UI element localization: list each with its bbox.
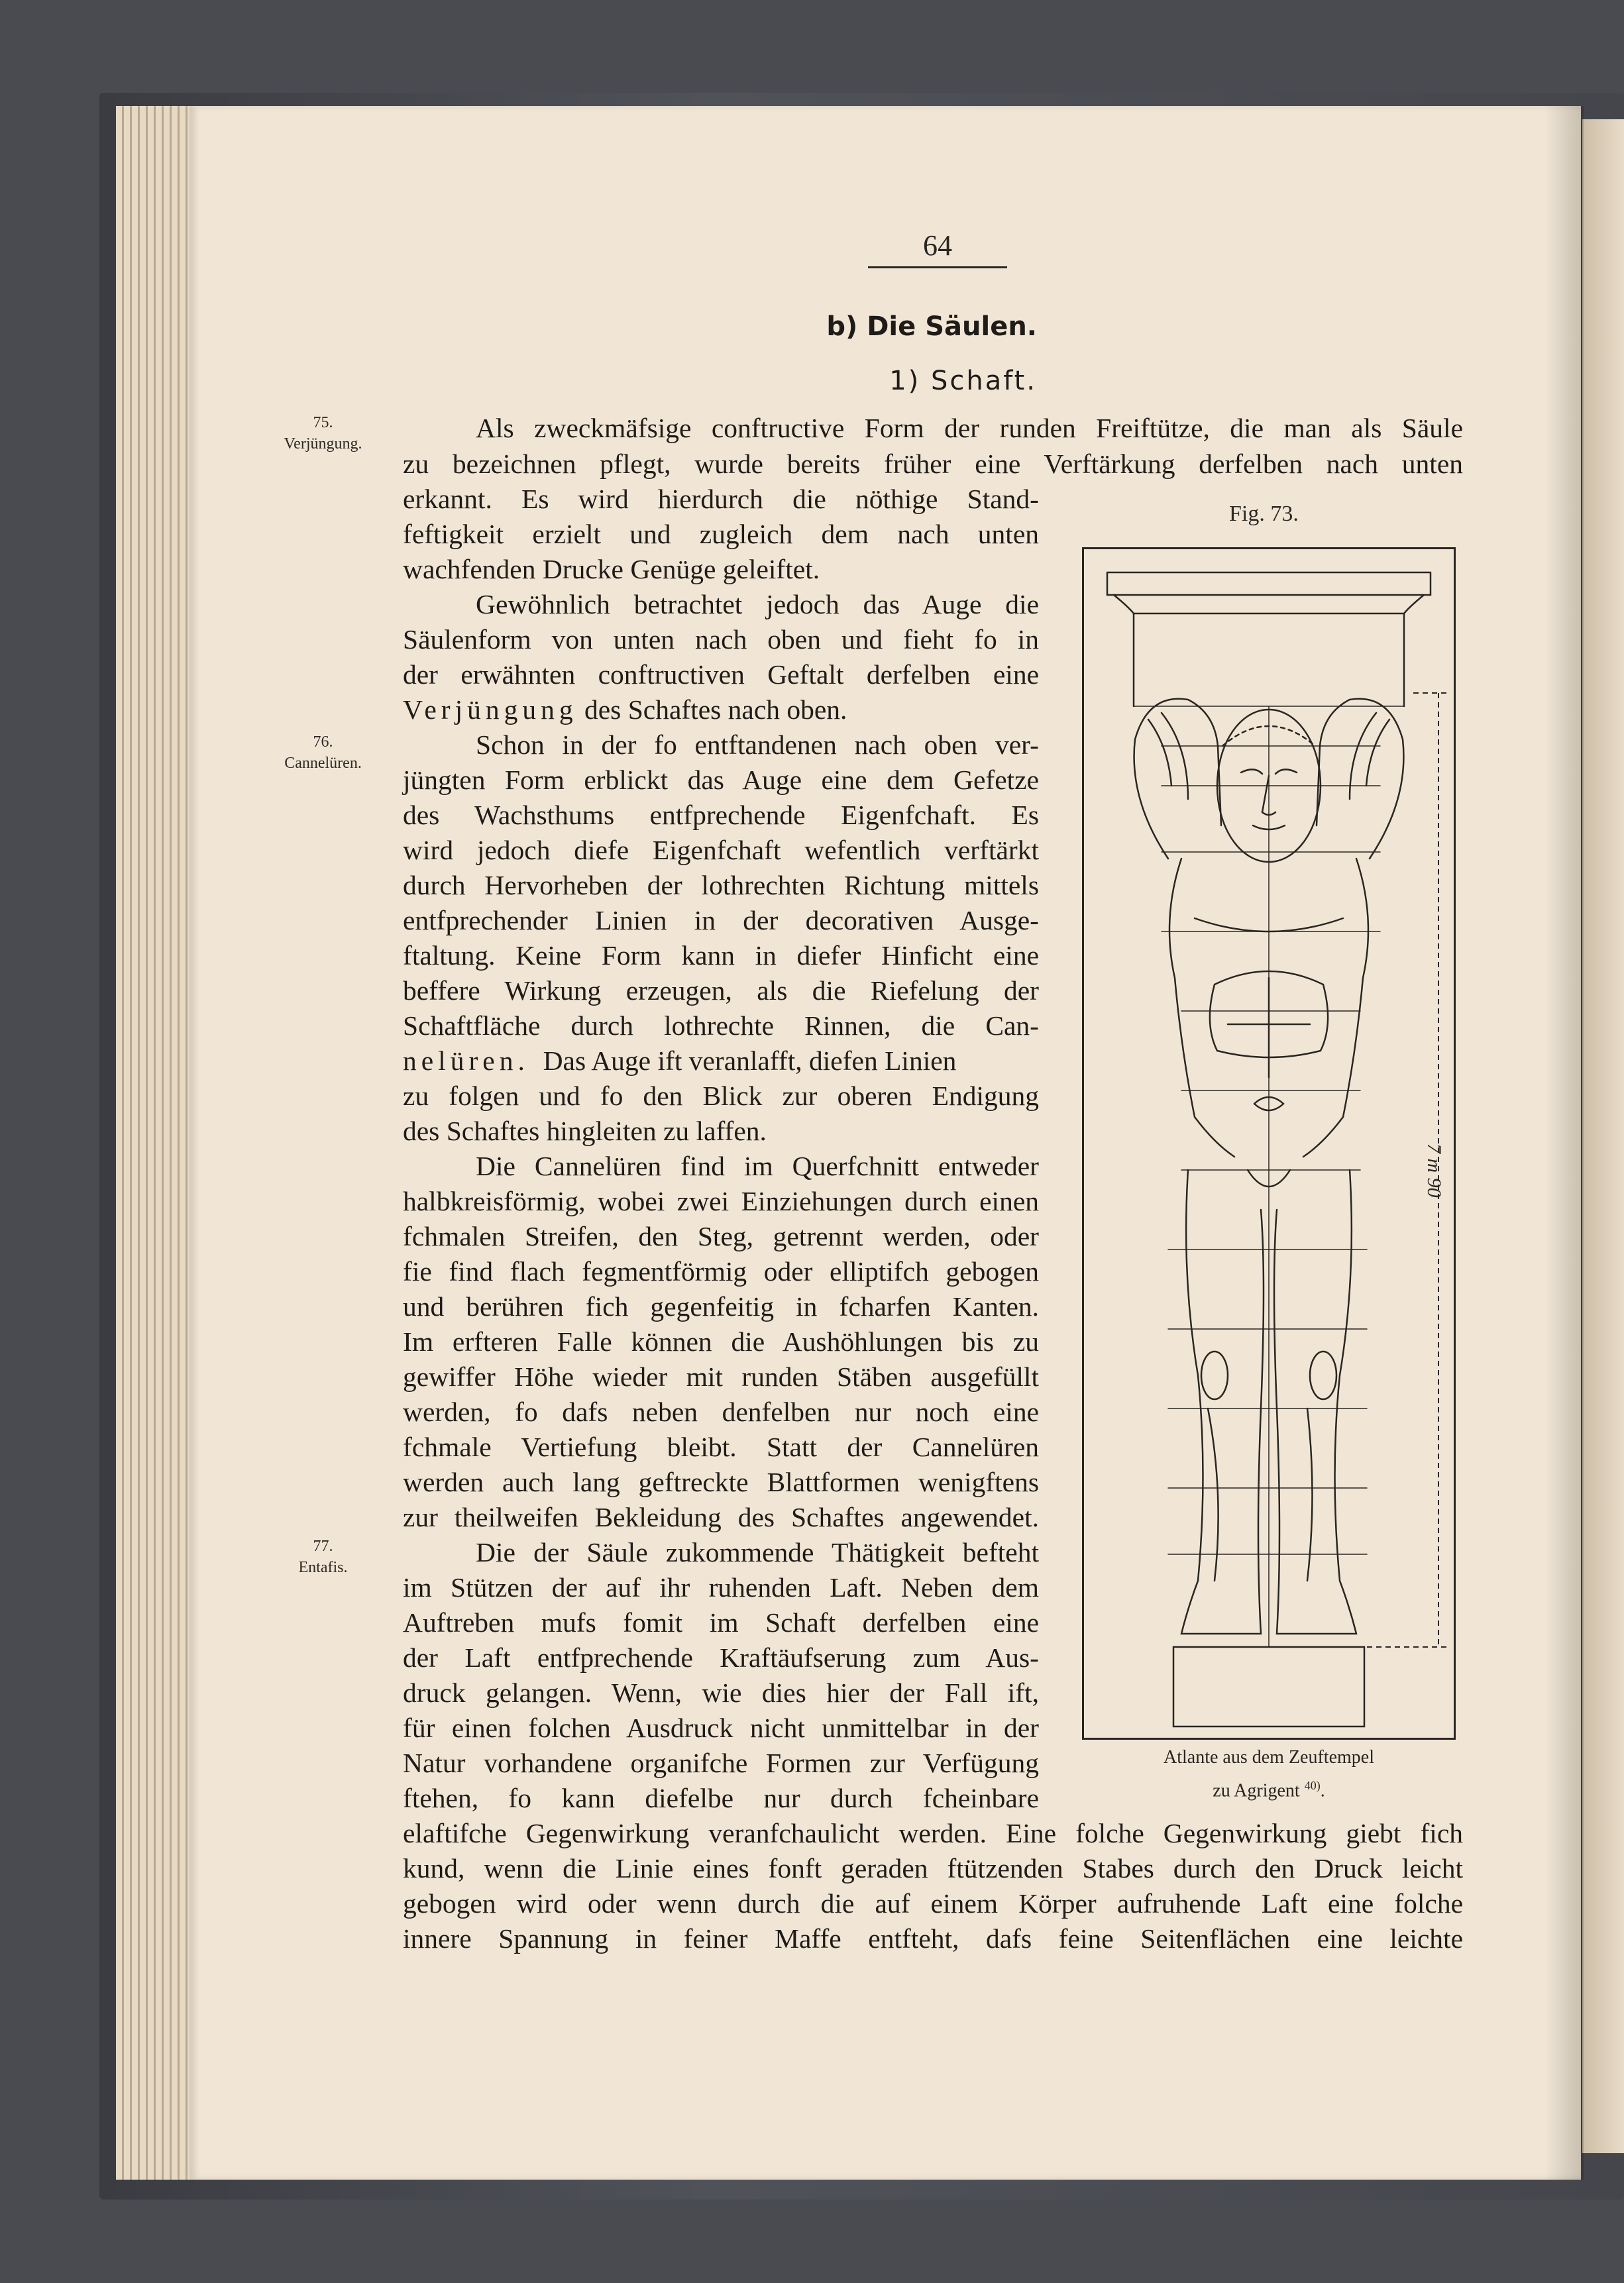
echinus-outline — [1114, 595, 1424, 613]
text-line: Die Cannelüren find im Querfchnitt entweder — [476, 1151, 1039, 1181]
text-line: feftigkeit erzielt und zugleich dem nach unten — [403, 519, 1039, 549]
right-knee — [1310, 1352, 1336, 1399]
text-line: Schon in der fo entftandenen nach oben ver- — [476, 729, 1039, 760]
figure-caption — [1080, 1744, 1458, 1805]
margin-note-label: Verjüngung. — [284, 435, 362, 452]
text-line: für einen folchen Ausdruck nicht unmittelbar in der — [403, 1713, 1039, 1743]
text-line: kund, wenn die Linie eines fonft geraden ftützenden Stabes durch den Druck leicht — [403, 1853, 1463, 1884]
text-line: halbkreisförmig, wobei zwei Einziehungen durch einen — [403, 1186, 1039, 1216]
caption-line-2: zu Agrigent $^{40)}$. — [1213, 1779, 1325, 1801]
margin-note-number: 75. — [313, 414, 333, 431]
text-fragment: des Schaftes nach oben. — [584, 694, 847, 725]
text-line: Im erfteren Falle können die Aushöhlungen bis zu — [403, 1326, 1039, 1357]
text-line: Schaftfläche durch lothrechte Rinnen, die Can- — [403, 1010, 1039, 1041]
text-line: wachfenden Drucke Genüge geleiftet. — [403, 554, 820, 584]
section-heading: b) Die Säulen. — [826, 311, 1037, 342]
text-line: Gewöhnlich betrachtet jedoch das Auge die — [476, 589, 1039, 619]
atlas-figure-drawing — [1082, 547, 1456, 1740]
text-line: durch Hervorheben der lothrechten Richtung mittels — [403, 870, 1039, 900]
margin-note-75 — [265, 412, 381, 454]
torso-right — [1303, 859, 1368, 1157]
text-line: druck gelangen. Wenn, wie dies hier der Fall ift, — [403, 1677, 1039, 1708]
margin-note-label: Entafis. — [298, 1559, 348, 1576]
gutter-shadow — [1544, 106, 1584, 2180]
proportion-grid — [1134, 706, 1404, 1647]
next-page-edge — [1582, 119, 1624, 2153]
figure-label: Fig. 73. — [1229, 502, 1299, 526]
caption-line-1: Atlante aus dem Zeuftempel — [1164, 1747, 1374, 1768]
text-line: fie find flach fegmentförmig oder elliptifch gebogen — [403, 1256, 1039, 1287]
text-line: wird jedoch diefe Eigenfchaft wefentlich verftärkt — [403, 835, 1039, 865]
text-line: entfprechender Linien in der decorativen Ausge- — [403, 905, 1039, 935]
text-line: im Stützen der auf ihr ruhenden Laft. Neben dem — [403, 1572, 1039, 1603]
text-fragment: Das Auge ift veranlafft, diefen Linien — [543, 1045, 957, 1076]
margin-note-number: 76. — [313, 733, 333, 751]
text-line: der Laft entfprechende Kraftäufserung zum Aus- — [403, 1642, 1039, 1673]
text-line: ftaltung. Keine Form kann in diefer Hinficht eine — [403, 940, 1039, 971]
text-line: Auftreben mufs fomit im Schaft derfelben eine — [403, 1607, 1039, 1638]
text-line: gebogen wird oder wenn durch die auf einem Körper aufruhende Laft eine folche — [403, 1888, 1463, 1919]
text-line: werden auch lang geftreckte Blattformen wenigftens — [403, 1467, 1039, 1497]
text-line: beffere Wirkung erzeugen, als die Riefelung der — [403, 975, 1039, 1006]
dimension-label: 7 m 90 — [1423, 1143, 1445, 1198]
text-line: zur theilweifen Bekleidung des Schaftes angewendet. — [403, 1502, 1039, 1532]
text-line: ftehen, fo kann diefelbe nur durch fcheinbare — [403, 1783, 1039, 1813]
plinth — [1173, 1647, 1364, 1726]
text-line: Natur vorhandene organifche Formen zur Verfügung — [403, 1748, 1039, 1778]
right-arm — [1317, 699, 1403, 859]
text-line — [403, 692, 847, 727]
caption-footnote-ref: 40) — [1304, 1779, 1321, 1792]
text-line: jüngten Form erblickt das Auge eine dem Gefetze — [403, 765, 1039, 795]
left-arm — [1134, 699, 1221, 859]
right-leg — [1274, 1170, 1356, 1634]
text-line: der erwähnten conftructiven Geftalt derfelben eine — [403, 659, 1039, 690]
abacus-outline — [1107, 572, 1431, 595]
page-number: 64 — [868, 229, 1007, 268]
text-line: des Schaftes hingleiten zu laffen. — [403, 1116, 767, 1146]
text-line: Die der Säule zukommende Thätigkeit befteht — [476, 1537, 1039, 1567]
text-line — [403, 1043, 956, 1079]
emphasis-term: Verjüngung — [403, 694, 578, 725]
text-line: Säulenform von unten nach oben und fieht fo in — [403, 624, 1039, 655]
text-line: werden, fo dafs neben denfelben nur noch eine — [403, 1397, 1039, 1427]
text-line: fchmale Vertiefung bleibt. Statt der Cannelüren — [403, 1432, 1039, 1462]
subsection-heading: 1) Schaft. — [889, 366, 1037, 396]
text-line: innere Spannung in feiner Maffe entfteht, dafs feine Seitenflächen eine leichte — [403, 1923, 1463, 1954]
caption-text: zu Agrigent — [1213, 1780, 1300, 1801]
margin-note-76 — [265, 731, 381, 774]
text-line: und berühren fich gegenfeitig in fcharfen Kanten. — [403, 1291, 1039, 1322]
left-knee — [1201, 1352, 1228, 1399]
torso-left — [1169, 859, 1234, 1157]
text-line: erkannt. Es wird hierdurch die nöthige Stand- — [403, 484, 1039, 514]
text-line: zu bezeichnen pflegt, wurde bereits früher eine Verftärkung derfelben nach unten — [403, 449, 1463, 479]
left-leg — [1181, 1170, 1264, 1634]
emphasis-term: nelüren. — [403, 1045, 529, 1076]
text-line: Als zweckmäfsige conftructive Form der runden Freiftütze, die man als Säule — [476, 413, 1463, 443]
margin-note-77 — [265, 1536, 381, 1578]
text-line: elaftifche Gegenwirkung veranfchaulicht werden. Eine folche Gegenwirkung giebt fich — [403, 1818, 1463, 1848]
margin-note-number: 77. — [313, 1538, 333, 1555]
page-edges — [116, 106, 195, 2180]
text-line: des Wachsthums entfprechende Eigenfchaft. Es — [403, 800, 1039, 830]
text-line: zu folgen und fo den Blick zur oberen Endigung — [403, 1081, 1039, 1111]
text-line: gewiffer Höhe wieder mit runden Stäben ausgefüllt — [403, 1361, 1039, 1392]
text-line: fchmalen Streifen, den Steg, getrennt werden, oder — [403, 1221, 1039, 1251]
margin-note-label: Cannelüren. — [284, 755, 362, 772]
